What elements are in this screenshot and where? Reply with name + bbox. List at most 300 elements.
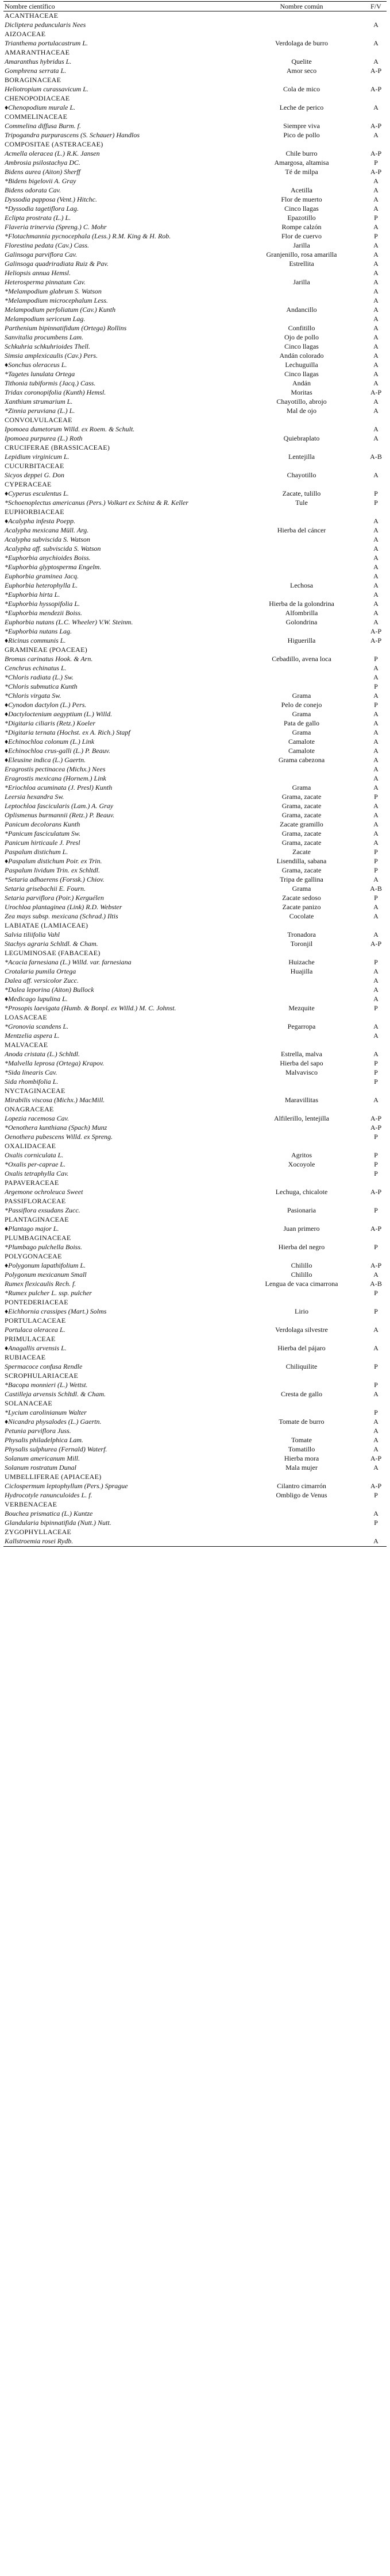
species-name: Heterosperma pinnatum Cav. — [5, 278, 86, 286]
species-row — [3, 894, 387, 903]
species-name: Salvia tiliifolia Vahl — [5, 930, 60, 939]
header-common-name: Nombre común — [238, 2, 365, 11]
species-name: *Bidens bigelovii A. Gray — [5, 177, 76, 185]
species-row — [3, 287, 387, 296]
family-row — [3, 1197, 387, 1206]
common-name: Siempre viva — [283, 122, 320, 130]
common-name: Flor de muerto — [281, 195, 322, 203]
life-form: A-B — [370, 885, 382, 893]
family-name: NYCTAGINACEAE — [5, 1087, 65, 1095]
common-name: Mal de ojo — [287, 407, 316, 415]
species-name: ♦Paspalum distichum Poir. ex Trin. — [5, 857, 102, 865]
species-row — [3, 1445, 387, 1454]
common-name — [238, 1123, 365, 1133]
species-row — [3, 103, 387, 113]
life-form: A-P — [370, 388, 382, 396]
species-row — [3, 544, 387, 554]
family-name: EUPHORBIACEAE — [5, 508, 64, 516]
life-form: P — [374, 894, 378, 902]
common-name: Amor seco — [286, 67, 317, 75]
common-name: Leche de perico — [279, 103, 324, 111]
life-form: P — [374, 1362, 378, 1370]
life-form: A-P — [370, 1225, 382, 1233]
family-row — [3, 1179, 387, 1188]
life-form: A — [373, 544, 379, 553]
species-name: *Panicum fasciculatum Sw. — [5, 829, 81, 837]
life-form: A-P — [370, 1188, 382, 1196]
life-form: A — [373, 1509, 379, 1517]
species-name: *Oenothera kunthiana (Spach) Munz — [5, 1123, 107, 1131]
species-row — [3, 912, 387, 921]
life-form: A — [373, 590, 379, 598]
common-name — [238, 544, 365, 554]
species-name: ♦Cyperus esculentus L. — [5, 489, 69, 497]
species-row — [3, 186, 387, 195]
species-row — [3, 655, 387, 664]
species-name: Lepidium virginicum L. — [5, 453, 69, 461]
common-name — [238, 21, 365, 30]
life-form: A — [373, 820, 379, 828]
species-name: Melampodium sericeum Lag. — [5, 315, 86, 323]
species-row — [3, 1123, 387, 1133]
common-name: Moritas — [291, 388, 312, 396]
species-name: *Bacopa monnieri (L.) Wettst. — [5, 1381, 88, 1389]
common-name — [238, 177, 365, 186]
species-row — [3, 57, 387, 67]
life-form: A-P — [370, 1482, 382, 1490]
life-form: P — [374, 1243, 378, 1251]
species-row — [3, 820, 387, 829]
species-row — [3, 499, 387, 508]
life-form: A — [373, 572, 379, 580]
family-name: VERBENACEAE — [5, 1500, 57, 1508]
common-name — [238, 315, 365, 324]
common-name: Zacate sedoso — [282, 894, 321, 902]
family-row — [3, 11, 387, 21]
species-row — [3, 1418, 387, 1427]
life-form: A — [373, 517, 379, 525]
species-row — [3, 995, 387, 1004]
life-form: A — [373, 204, 379, 213]
species-name: *Malvella leprosa (Ortega) Krapov. — [5, 1059, 105, 1067]
life-form: A — [373, 811, 379, 819]
common-name — [238, 287, 365, 296]
life-form: P — [374, 1151, 378, 1159]
life-form: A — [373, 333, 379, 341]
life-form: A — [373, 839, 379, 847]
life-form: A — [373, 728, 379, 736]
species-name: ♦Eleusine indica (L.) Gaertn. — [5, 756, 86, 764]
life-form: P — [374, 1059, 378, 1067]
common-name: Cresta de gallo — [281, 1390, 322, 1398]
species-row — [3, 600, 387, 609]
species-name: ♦Sonchus oleraceus L. — [5, 361, 67, 369]
species-row — [3, 618, 387, 627]
species-name: *Flotachmannia pycnocephala (Less.) R.M. King & H. Rob. — [5, 232, 171, 240]
species-row — [3, 1344, 387, 1353]
species-name: Spermacoce confusa Rendle — [5, 1362, 83, 1370]
life-form: P — [374, 958, 378, 966]
life-form: P — [374, 1491, 378, 1499]
species-name: Bouchea prismatica (L.) Kuntze — [5, 1509, 93, 1517]
species-row — [3, 1004, 387, 1013]
species-row — [3, 39, 387, 48]
species-name: ♦Chenopodium murale L. — [5, 103, 76, 111]
family-row — [3, 1399, 387, 1408]
species-name: Dalea aff. versicolor Zucc. — [5, 976, 79, 984]
common-name: Andán colorado — [279, 352, 324, 360]
species-name: ♦Plantago major L. — [5, 1225, 59, 1233]
species-name: Xanthium strumarium L. — [5, 397, 73, 405]
species-name: Leptochloa fascicularis (Lam.) A. Gray — [5, 802, 114, 810]
life-form: A-P — [370, 168, 382, 176]
species-row — [3, 379, 387, 388]
species-name: Acalypha subviscida S. Watson — [5, 535, 90, 543]
species-row — [3, 554, 387, 563]
species-row — [3, 1225, 387, 1234]
life-form: A — [373, 260, 379, 268]
common-name: Malvavisco — [285, 1068, 318, 1076]
common-name: Cinco llagas — [284, 370, 319, 378]
common-name — [238, 1077, 365, 1087]
species-name: Bidens odorata Cav. — [5, 186, 61, 194]
species-row — [3, 682, 387, 692]
life-form: P — [374, 1169, 378, 1177]
family-row — [3, 1316, 387, 1326]
common-name — [238, 1408, 365, 1418]
species-row — [3, 903, 387, 912]
common-name: Cinco llagas — [284, 342, 319, 350]
species-row — [3, 1537, 387, 1547]
species-row — [3, 737, 387, 747]
species-row — [3, 590, 387, 600]
family-name: RUBIACEAE — [5, 1353, 46, 1361]
species-row — [3, 572, 387, 581]
species-name: Kallstroemia rosei Rydb. — [3, 1537, 238, 1547]
species-row — [3, 168, 387, 177]
family-name: COMMELINACEAE — [5, 113, 68, 121]
species-row — [3, 1270, 387, 1280]
common-name — [238, 1537, 365, 1547]
species-name: Parthenium bipinnatifidum (Ortega) Rollins — [5, 324, 127, 332]
family-name: PLUMBAGINACEAE — [5, 1234, 71, 1242]
header-life-form: F/V — [365, 2, 387, 11]
species-row — [3, 149, 387, 159]
species-row — [3, 976, 387, 986]
life-form: A-P — [370, 940, 382, 948]
common-name: Higuerilla — [287, 636, 316, 644]
life-form: A — [373, 1390, 379, 1398]
family-row — [3, 140, 387, 149]
species-name: Petunia parviflora Juss. — [5, 1427, 71, 1435]
species-name: Paspalum distichum L. — [5, 848, 68, 856]
species-name: ♦Ricinus communis L. — [5, 636, 66, 644]
species-row — [3, 692, 387, 701]
common-name: Pasionaria — [287, 1206, 316, 1214]
species-name: Heliopsis annua Hemsl. — [5, 269, 71, 277]
family-row — [3, 462, 387, 471]
species-name: Flaveria trinervia (Spreng.) C. Mohr — [5, 223, 107, 231]
species-row — [3, 783, 387, 793]
life-form: A — [373, 692, 379, 700]
species-name: *Euphorbia glyptosperma Engelm. — [5, 563, 102, 571]
species-name: Anoda cristata (L.) Schltdl. — [5, 1050, 80, 1058]
common-name — [238, 774, 365, 783]
common-name: Granjenillo, rosa amarilla — [266, 250, 337, 258]
species-name: *Chloris virgata Sw. — [5, 692, 61, 700]
common-name: Tomate — [291, 1436, 312, 1444]
common-name — [238, 976, 365, 986]
species-name: Leersia hexandra Sw. — [5, 793, 64, 801]
life-form: A — [373, 719, 379, 727]
common-name: Chilillo — [291, 1270, 312, 1279]
species-row — [3, 85, 387, 94]
life-form: A — [373, 306, 379, 314]
species-row — [3, 1390, 387, 1399]
common-name: Grama — [292, 728, 311, 736]
species-row — [3, 848, 387, 857]
common-name: Rompe calzón — [281, 223, 322, 231]
species-row — [3, 1482, 387, 1491]
life-form: A — [373, 131, 379, 139]
family-name: PLANTAGINACEAE — [5, 1215, 69, 1223]
species-row — [3, 425, 387, 434]
common-name: Zacate gramillo — [280, 820, 323, 828]
life-form: A — [373, 930, 379, 939]
species-row — [3, 885, 387, 894]
species-name: *Rumex pulcher L. ssp. pulcher — [5, 1289, 92, 1297]
species-name: *Passiflora exsudans Zucc. — [5, 1206, 80, 1214]
common-name: Chile burro — [285, 149, 318, 157]
species-row — [3, 159, 387, 168]
family-name: ZYGOPHYLLACEAE — [5, 1528, 72, 1536]
species-name: Euphorbia heterophylla L. — [5, 581, 78, 589]
species-name: Sicyos deppei G. Don — [5, 471, 64, 479]
species-row — [3, 315, 387, 324]
life-form: A — [373, 783, 379, 791]
family-row — [3, 1500, 387, 1509]
species-row — [3, 1491, 387, 1500]
species-name: Stachys agraria Schltdl. & Cham. — [5, 940, 98, 948]
life-form: A — [373, 315, 379, 323]
common-name: Jarilla — [293, 278, 310, 286]
common-name: Chilillo — [291, 1261, 312, 1269]
species-name: Schkuhria schkuhrioides Thell. — [5, 342, 90, 350]
species-row — [3, 517, 387, 526]
species-name: *Euphorbia anychioides Boiss. — [5, 554, 91, 562]
common-name: Grama — [292, 885, 311, 893]
species-row — [3, 967, 387, 976]
family-name: CUCURBITACEAE — [5, 462, 64, 470]
species-name: Acalypha aff. subviscida S. Watson — [5, 544, 101, 553]
species-row — [3, 223, 387, 232]
species-name: *Euphorbia hyssopifolia L. — [5, 600, 80, 608]
life-form: A — [373, 995, 379, 1003]
species-name: Ipomoea purpurea (L.) Roth — [5, 434, 83, 442]
life-form: A — [373, 1344, 379, 1352]
species-row — [3, 673, 387, 682]
species-name: *Melampodium glabrum S. Watson — [5, 287, 102, 295]
species-row — [3, 453, 387, 462]
common-name: Amargosa, altamisa — [274, 159, 329, 167]
species-name: Ipomoea dumetorum Willd. ex Roem. & Schult. — [5, 425, 135, 433]
common-name: Lechuga, chicalote — [275, 1188, 328, 1196]
family-name: GRAMINEAE (POACEAE) — [5, 646, 88, 654]
species-name: *Digitaria ciliaris (Retz.) Koeler — [5, 719, 95, 727]
species-name: *Zinnia peruviana (L.) L. — [5, 407, 75, 415]
species-name: Castilleja arvensis Schltdl. & Cham. — [5, 1390, 106, 1398]
family-name: SCROPHULARIACEAE — [5, 1372, 79, 1380]
common-name: Zacate — [292, 848, 311, 856]
life-form: A — [373, 976, 379, 984]
life-form: A — [373, 535, 379, 543]
life-form: A — [373, 875, 379, 883]
family-row — [3, 949, 387, 958]
species-name: Galinsoga quadriradiata Ruiz & Pav. — [5, 260, 109, 268]
family-name: CRUCIFERAE (BRASSICACEAE) — [5, 443, 110, 451]
species-name: *Lycium carolinianum Walter — [5, 1408, 87, 1416]
common-name: Maravillitas — [285, 1096, 318, 1104]
species-name: *Setaria adhaerens (Forssk.) Chiov. — [5, 875, 105, 883]
species-name: Solanum rostratum Dunal — [5, 1463, 76, 1472]
life-form: A — [373, 986, 379, 994]
family-row — [3, 1252, 387, 1261]
common-name: Tripa de gallina — [280, 875, 323, 883]
life-form: A-P — [370, 149, 382, 157]
common-name — [238, 554, 365, 563]
common-name — [238, 572, 365, 581]
common-name: Cinco llagas — [284, 204, 319, 213]
species-row — [3, 765, 387, 774]
life-form: P — [374, 159, 378, 167]
common-name: Grama — [292, 692, 311, 700]
common-name: Grama — [292, 710, 311, 718]
table-body — [3, 11, 387, 1547]
life-form: P — [374, 1307, 378, 1315]
common-name: Grama, zacate — [281, 811, 322, 819]
species-row — [3, 747, 387, 756]
species-row — [3, 296, 387, 306]
species-name: Euphorbia graminea Jacq. — [5, 572, 79, 580]
family-name: LEGUMINOSAE (FABACEAE) — [5, 949, 101, 957]
species-name: Mentzelia aspera L. — [5, 1032, 60, 1040]
common-name — [238, 563, 365, 572]
family-row — [3, 1041, 387, 1050]
family-row — [3, 416, 387, 425]
life-form: A — [373, 1436, 379, 1444]
common-name — [238, 995, 365, 1004]
species-row — [3, 1280, 387, 1289]
family-row — [3, 30, 387, 39]
family-name: PRIMULACEAE — [5, 1335, 56, 1343]
species-name: Lopezia racemosa Cav. — [5, 1114, 69, 1122]
species-name: *Euphorbia nutans Lag. — [5, 627, 72, 635]
life-form: A — [373, 324, 379, 332]
life-form: A — [373, 223, 379, 231]
species-row — [3, 1326, 387, 1335]
life-form: A — [373, 563, 379, 571]
common-name: Andán — [292, 379, 311, 387]
species-row — [3, 1022, 387, 1032]
family-row — [3, 646, 387, 655]
family-name: SOLANACEAE — [5, 1399, 52, 1407]
life-form: P — [374, 1206, 378, 1214]
family-row — [3, 1298, 387, 1307]
family-name: UMBELLIFERAE (APIACEAE) — [5, 1473, 102, 1481]
common-name: Huajilla — [290, 967, 313, 975]
species-row — [3, 1068, 387, 1077]
species-row — [3, 811, 387, 820]
species-row — [3, 1032, 387, 1041]
common-name: Lechosa — [290, 581, 313, 589]
life-form: A-B — [370, 1280, 382, 1288]
life-form: A — [373, 1032, 379, 1040]
species-row — [3, 489, 387, 499]
life-form: P — [374, 1004, 378, 1012]
species-name: Tripogandra purpurascens (S. Schauer) Handlos — [5, 131, 140, 139]
species-name: Urochloa plantaginea (Link) R.D. Webster — [5, 903, 122, 911]
species-name: *Euphorbia hirta L. — [5, 590, 60, 598]
common-name: Ombligo de Venus — [276, 1491, 327, 1499]
species-name: Physalis philadelphica Lam. — [5, 1436, 83, 1444]
life-form: P — [374, 499, 378, 507]
species-name: Eclipta prostrata (L.) L. — [5, 214, 71, 222]
common-name: Chayotillo, abrojo — [276, 397, 327, 405]
life-form: A-P — [370, 85, 382, 93]
species-row — [3, 352, 387, 361]
common-name: Lirio — [295, 1307, 308, 1315]
family-row — [3, 1013, 387, 1022]
common-name: Estrella, malva — [281, 1050, 322, 1058]
common-name: Mala mujer — [285, 1463, 318, 1472]
species-name: ♦Nicandra physalodes (L.) Gaertn. — [5, 1418, 102, 1426]
family-name: CYPERACEAE — [5, 480, 52, 488]
common-name: Camalote — [288, 747, 315, 755]
family-row — [3, 480, 387, 489]
species-name: ♦Acalypha infesta Poepp. — [5, 517, 76, 525]
life-form: A — [373, 1050, 379, 1058]
species-row — [3, 278, 387, 287]
species-name: Dicliptera peduncularis Nees — [5, 21, 86, 29]
life-form: A — [373, 802, 379, 810]
species-row — [3, 324, 387, 333]
species-name: ♦Echinochloa crus-galli (L.) P. Beauv. — [5, 747, 110, 755]
life-form: P — [374, 1077, 378, 1086]
species-row — [3, 866, 387, 875]
family-row — [3, 1528, 387, 1537]
species-name: Eragrostis mexicana (Hornem.) Link — [5, 774, 106, 782]
common-name — [238, 590, 365, 600]
family-name: COMPOSITAE (ASTERACEAE) — [5, 140, 103, 148]
common-name: Cebadillo, avena loca — [272, 655, 331, 663]
species-row — [3, 195, 387, 204]
species-row — [3, 710, 387, 719]
species-row — [3, 940, 387, 949]
life-form: A — [373, 39, 379, 47]
common-name: Confitillo — [288, 324, 315, 332]
common-name: Estrellita — [289, 260, 314, 268]
life-form: A — [373, 370, 379, 378]
species-row — [3, 333, 387, 342]
family-name: LABIATAE (LAMIACEAE) — [5, 921, 88, 929]
life-form: A — [373, 287, 379, 295]
life-form: A — [373, 1096, 379, 1104]
species-name: Glandularia bipinnatifida (Nutt.) Nutt. — [5, 1519, 111, 1527]
common-name — [238, 986, 365, 995]
species-row — [3, 1362, 387, 1372]
table-header-row — [3, 2, 387, 11]
species-row — [3, 1059, 387, 1068]
